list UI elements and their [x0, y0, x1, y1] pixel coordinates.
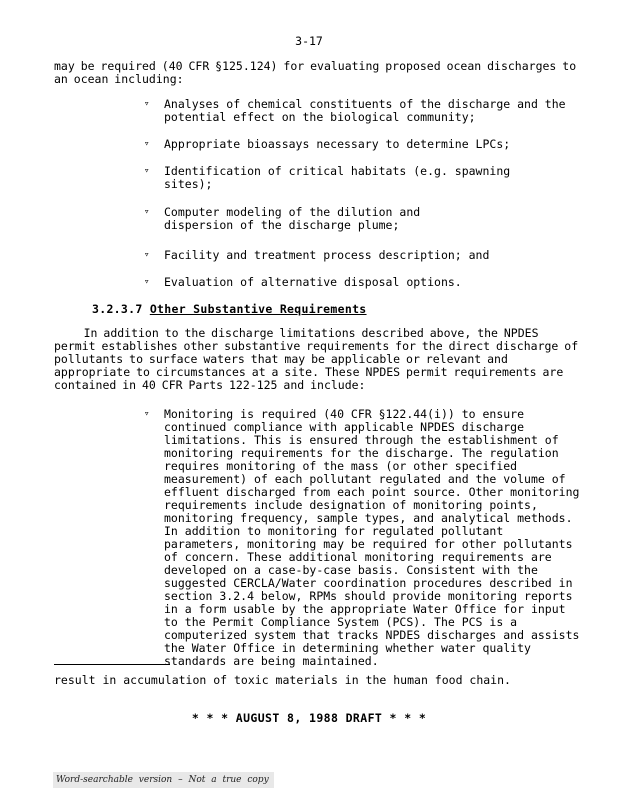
- footnote-rule: [54, 664, 170, 665]
- page-number: 3-17: [295, 34, 323, 48]
- list-item: ▿ Computer modeling of the dilution and dispersion of the discharge plume;: [144, 205, 421, 232]
- substantive-requirements-paragraph: In addition to the discharge limitations described above, the NPDES permit establishes other substantive requirements for the direct discharge of pollutants to surface waters that may be applicable or relevant and appropriate to circumstances at a site. These NPDES permit requirements are contained in 40 CFR Parts 122-125 and include:: [54, 326, 585, 392]
- list-item: ▿ Appropriate bioassays necessary to determine LPCs;: [144, 137, 511, 151]
- section-title: Other Substantive Requirements: [149, 302, 367, 316]
- list-item: ▿ Monitoring is required (40 CFR §122.44(i)) to ensure continued compliance with applicable NPDES discharge limitations. This is ensured through the establishment of monitoring requirements for the discharge. The regulation requires monitoring of the mass (or other specified measurement) of each pollutant regulated and the volume of effluent discharged from each point source. Other monitoring requirements include designation of monitoring points, monitoring frequency, sample types, and analytical methods. In addition to monitoring for regulated pollutant parameters, monitoring may be required for other pollutants of concern. These additional monitoring requirements are developed on a case-by-case basis. Consistent with the suggested CERCLA/Water coordination procedures described in section 3.2.4 below, RPMs should provide monitoring reports in a form usable by the appropriate Water Office for input to the Permit Compliance System (PCS). The PCS is a computerized system that tracks NPDES discharges and assists the Water Office in determining whether water quality standards are being maintained.: [144, 407, 580, 668]
- watermark-banner: Word-searchable version – Not a true copy: [53, 772, 274, 788]
- bullet-icon: ▿: [144, 166, 150, 176]
- footnote-text: result in accumulation of toxic materials in the human food chain.: [54, 673, 511, 687]
- list-item: ▿ Evaluation of alternative disposal options.: [144, 275, 462, 289]
- list-item: ▿ Facility and treatment process description; and: [144, 248, 490, 262]
- bullet-icon: ▿: [144, 409, 150, 419]
- bullet-icon: ▿: [144, 99, 150, 109]
- draft-date-line: * * * AUGUST 8, 1988 DRAFT * * *: [191, 711, 427, 725]
- section-heading: [92, 302, 367, 316]
- bullet-icon: ▿: [144, 250, 150, 260]
- list-item: ▿ Identification of critical habitats (e.g. spawning sites);: [144, 164, 511, 191]
- bullet-icon: ▿: [144, 207, 150, 217]
- list-item: ▿ Analyses of chemical constituents of the discharge and the potential effect on the biological community;: [144, 97, 566, 124]
- bullet-icon: ▿: [144, 139, 150, 149]
- bullet-icon: ▿: [144, 277, 150, 287]
- intro-paragraph: may be required (40 CFR §125.124) for evaluating proposed ocean discharges to an ocean including:: [54, 59, 583, 86]
- section-number: 3.2.3.7: [92, 302, 143, 316]
